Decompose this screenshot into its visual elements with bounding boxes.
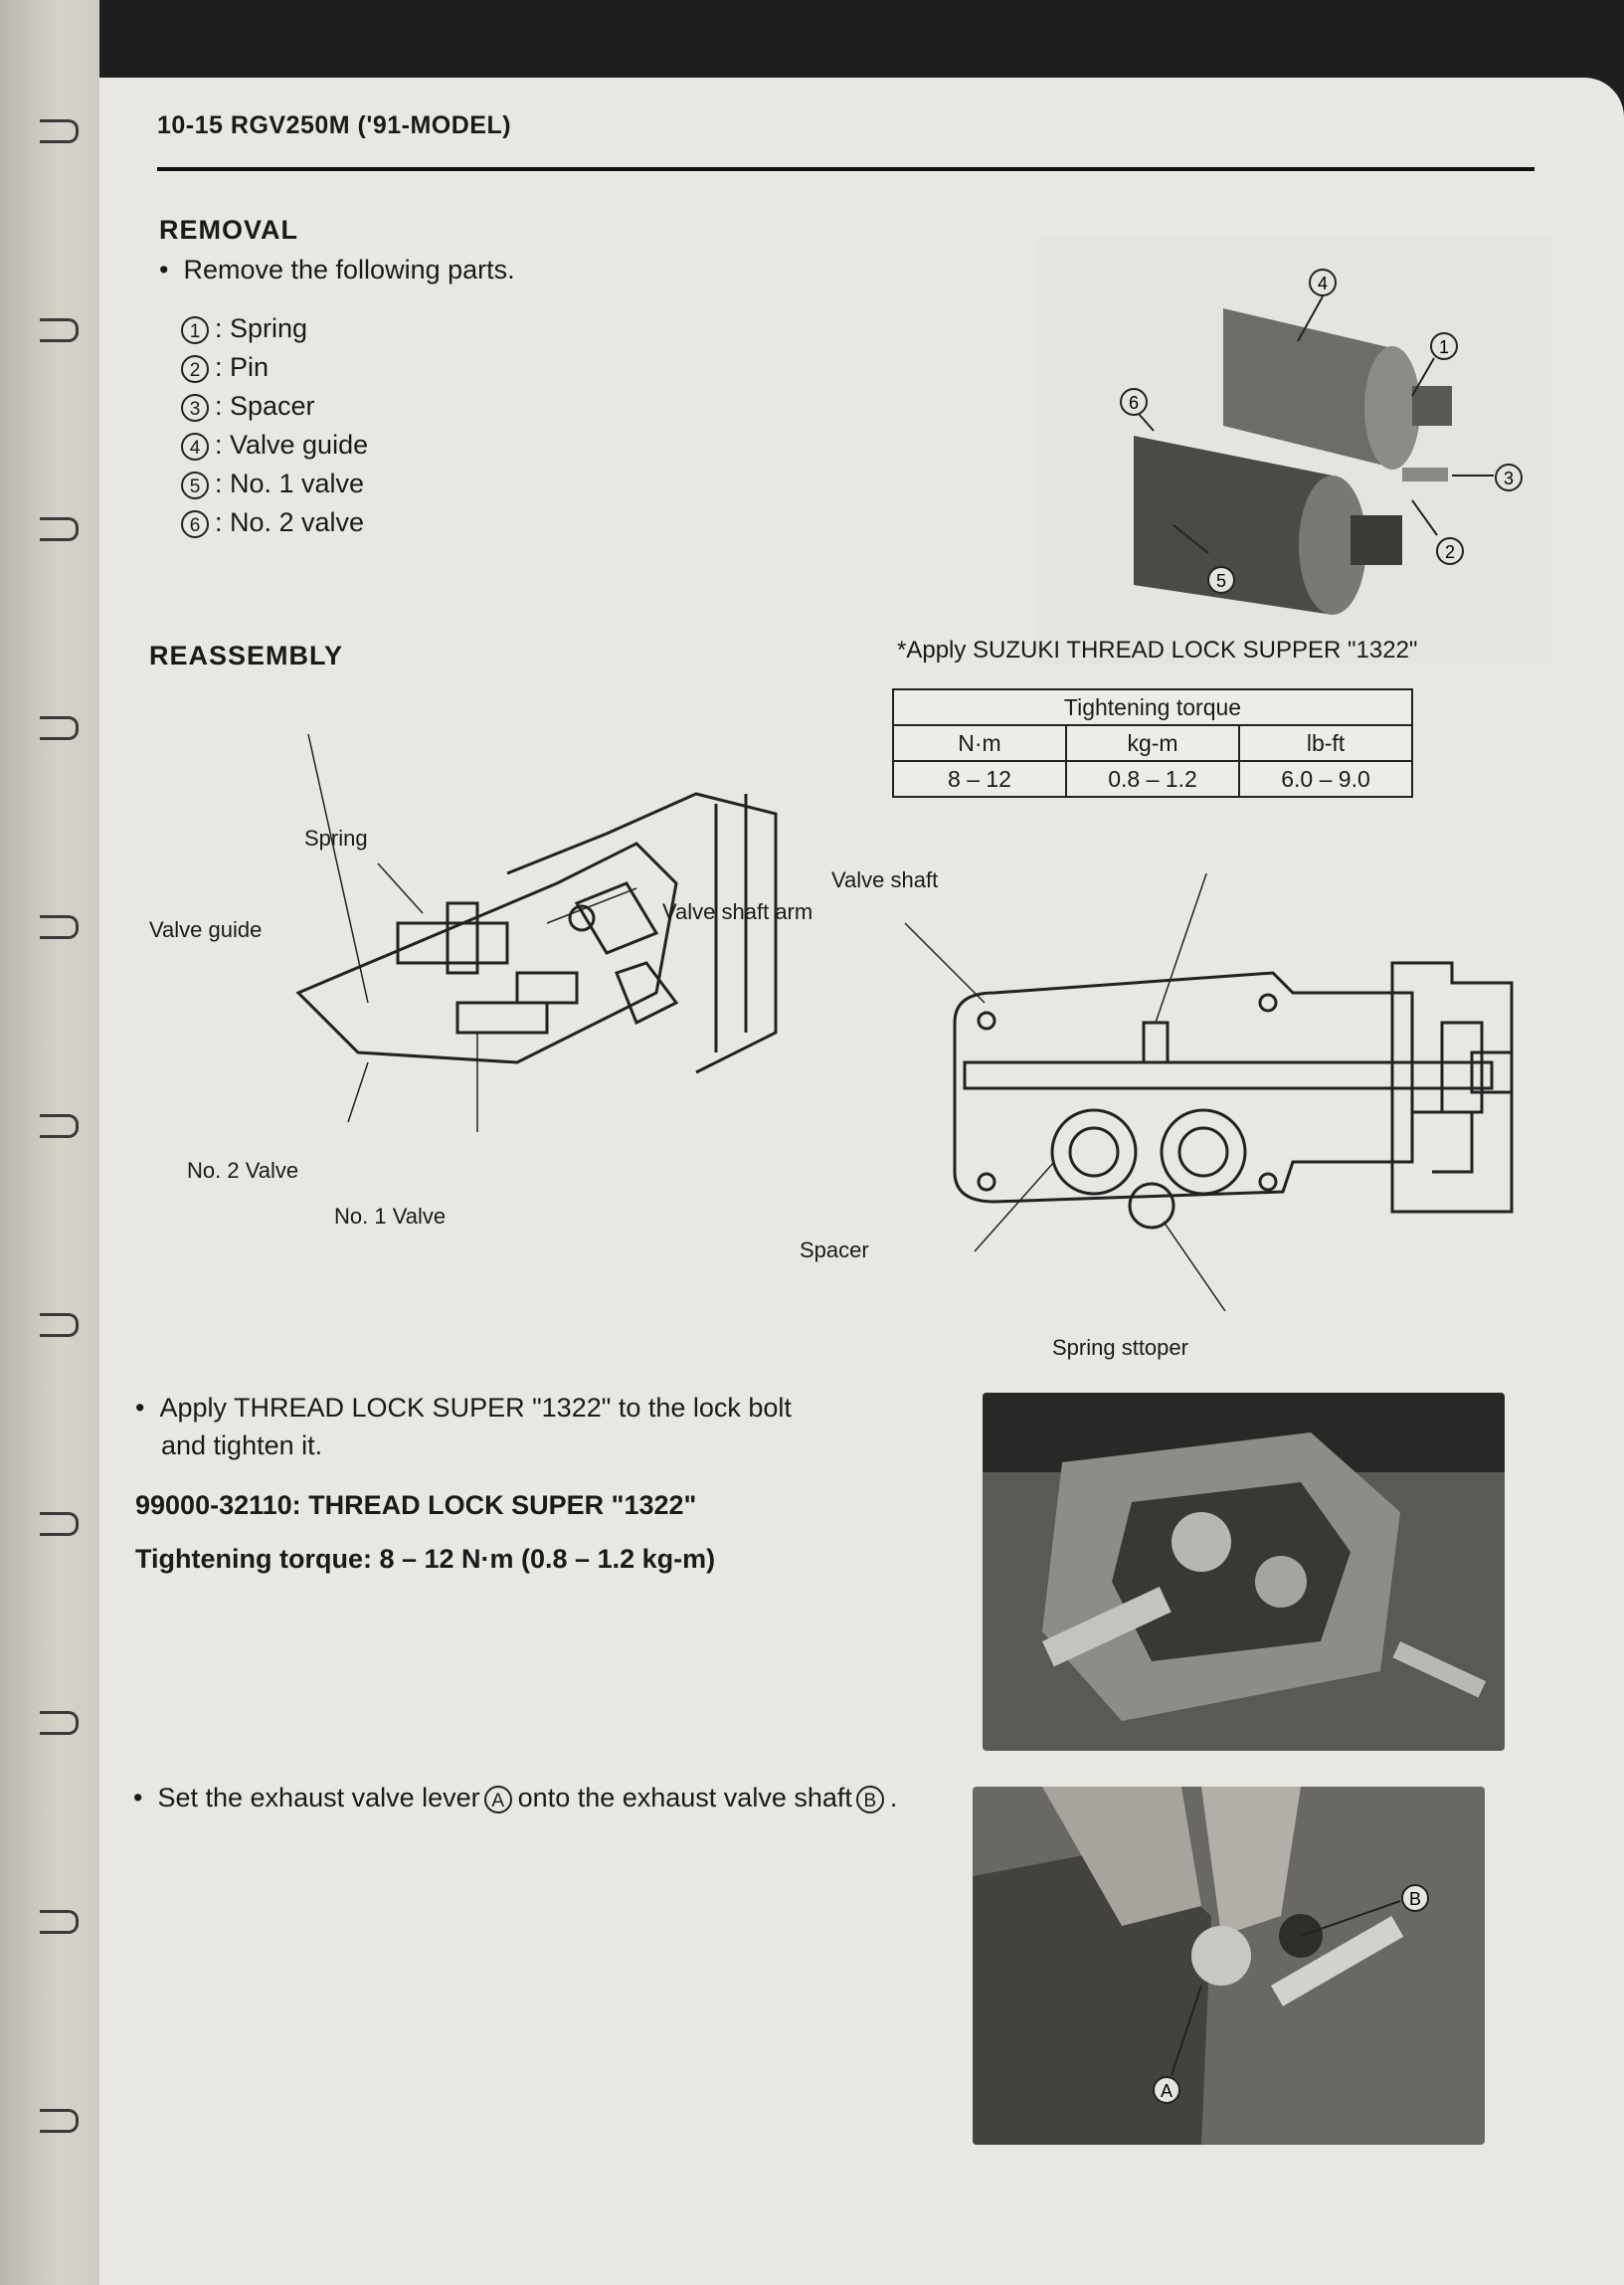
label-valve-guide: Valve guide: [149, 917, 263, 942]
callout-marker: [1496, 465, 1522, 490]
svg-text:5: 5: [1215, 571, 1227, 591]
torque-value-nm: 8 – 12: [893, 761, 1066, 797]
lock-bolt-text-line2: and tighten it.: [161, 1430, 323, 1460]
part-number: 2: [181, 355, 209, 383]
list-item: [181, 426, 368, 465]
mark-a: A: [484, 1786, 512, 1813]
reassembly-heading: REASSEMBLY: [149, 641, 344, 670]
valve-assembly-diagram: [278, 734, 835, 1132]
parts-list: [181, 309, 368, 542]
exhaust-valve-lever-photo: [973, 1787, 1485, 2145]
part-number: 1: [181, 316, 209, 344]
lock-bolt-text-line1: Apply THREAD LOCK SUPER "1322" to the lock bolt: [159, 1393, 792, 1423]
callout-marker: [1431, 333, 1457, 359]
torque-table-caption: Tightening torque: [893, 689, 1412, 725]
binding-ring: [40, 517, 79, 541]
spiral-binding: [0, 0, 99, 2285]
valve-shaft-section-diagram: [855, 873, 1551, 1311]
torque-value-kgm: 0.8 – 1.2: [1066, 761, 1239, 797]
label-no2-valve: No. 2 Valve: [187, 1158, 299, 1183]
thread-lock-note: *Apply SUZUKI THREAD LOCK SUPPER "1322": [897, 637, 1418, 664]
torque-header-lbft: lb-ft: [1239, 725, 1412, 761]
valve-parts-photo: [1034, 237, 1551, 665]
thread-lock-part-number: 99000-32110: THREAD LOCK SUPER "1322": [135, 1490, 697, 1520]
callout-marker: [1121, 389, 1147, 415]
part-number: 5: [181, 472, 209, 499]
torque-header-nm: N·m: [893, 725, 1066, 761]
binding-ring: [40, 1313, 79, 1337]
part-label: : No. 1 valve: [215, 469, 365, 498]
removal-heading: REMOVAL: [159, 215, 298, 245]
lock-bolt-instruction: • Apply THREAD LOCK SUPER "1322" to the lock bolt: [135, 1393, 792, 1423]
callout-marker: [1310, 270, 1336, 295]
label-spring-stopper: Spring sttoper: [1052, 1335, 1188, 1360]
exhaust-valve-lever-illustration: [973, 1787, 1485, 2145]
label-valve-shaft: Valve shaft: [831, 867, 939, 892]
list-item: [181, 465, 368, 503]
svg-text:B: B: [1408, 1889, 1422, 1909]
manual-page: [99, 78, 1624, 2285]
removal-instruction-text: Remove the following parts.: [183, 255, 515, 285]
svg-text:4: 4: [1317, 274, 1329, 293]
callout-marker: [1402, 1885, 1428, 1911]
binding-ring: [40, 1711, 79, 1735]
part-label: : No. 2 valve: [215, 507, 365, 537]
lever-text-mid: onto the exhaust valve shaft: [517, 1783, 852, 1812]
torque-header-kgm: kg-m: [1066, 725, 1239, 761]
binding-ring: [40, 2109, 79, 2133]
list-item: [181, 309, 368, 348]
part-label: : Valve guide: [215, 430, 369, 460]
lock-bolt-photo: [983, 1393, 1505, 1751]
svg-text:6: 6: [1128, 393, 1140, 413]
header-rule: [157, 167, 1534, 171]
part-number: 3: [181, 394, 209, 422]
svg-text:1: 1: [1438, 337, 1450, 357]
callout-marker: [1154, 2077, 1179, 2103]
part-label: : Spacer: [215, 391, 315, 421]
label-spring: Spring: [304, 826, 368, 851]
lever-instruction: • Set the exhaust valve lever A onto the exhaust valve shaft B .: [133, 1783, 898, 1812]
part-label: : Spring: [215, 313, 308, 343]
valve-parts-illustration: [1034, 237, 1551, 665]
removal-instruction: • Remove the following parts.: [159, 255, 515, 285]
svg-text:3: 3: [1503, 469, 1515, 488]
lock-bolt-illustration: [983, 1393, 1505, 1751]
binding-ring: [40, 318, 79, 342]
label-no1-valve: No. 1 Valve: [334, 1204, 447, 1229]
binding-ring: [40, 1910, 79, 1934]
label-spacer: Spacer: [800, 1238, 869, 1262]
page-header: 10-15 RGV250M ('91-MODEL): [157, 111, 512, 139]
lever-text-before: Set the exhaust valve lever: [157, 1783, 480, 1812]
label-valve-shaft-arm: Valve shaft arm: [662, 899, 813, 924]
binding-ring: [40, 915, 79, 939]
list-item: [181, 348, 368, 387]
svg-text:2: 2: [1444, 542, 1456, 562]
lever-text-end: .: [889, 1783, 898, 1812]
mark-b: B: [856, 1786, 884, 1813]
list-item: [181, 503, 368, 542]
binding-ring: [40, 716, 79, 740]
callout-marker: [1437, 538, 1463, 564]
torque-table: [892, 688, 1413, 798]
list-item: [181, 387, 368, 426]
callout-marker: [1208, 567, 1234, 593]
binding-ring: [40, 119, 79, 143]
torque-value-lbft: 6.0 – 9.0: [1239, 761, 1412, 797]
tightening-torque-spec: Tightening torque: 8 – 12 N·m (0.8 – 1.2 kg-m): [135, 1544, 716, 1574]
binding-ring: [40, 1114, 79, 1138]
part-label: : Pin: [215, 352, 270, 382]
binding-ring: [40, 1512, 79, 1536]
part-number: 6: [181, 510, 209, 538]
svg-text:A: A: [1160, 2081, 1173, 2101]
part-number: 4: [181, 433, 209, 461]
